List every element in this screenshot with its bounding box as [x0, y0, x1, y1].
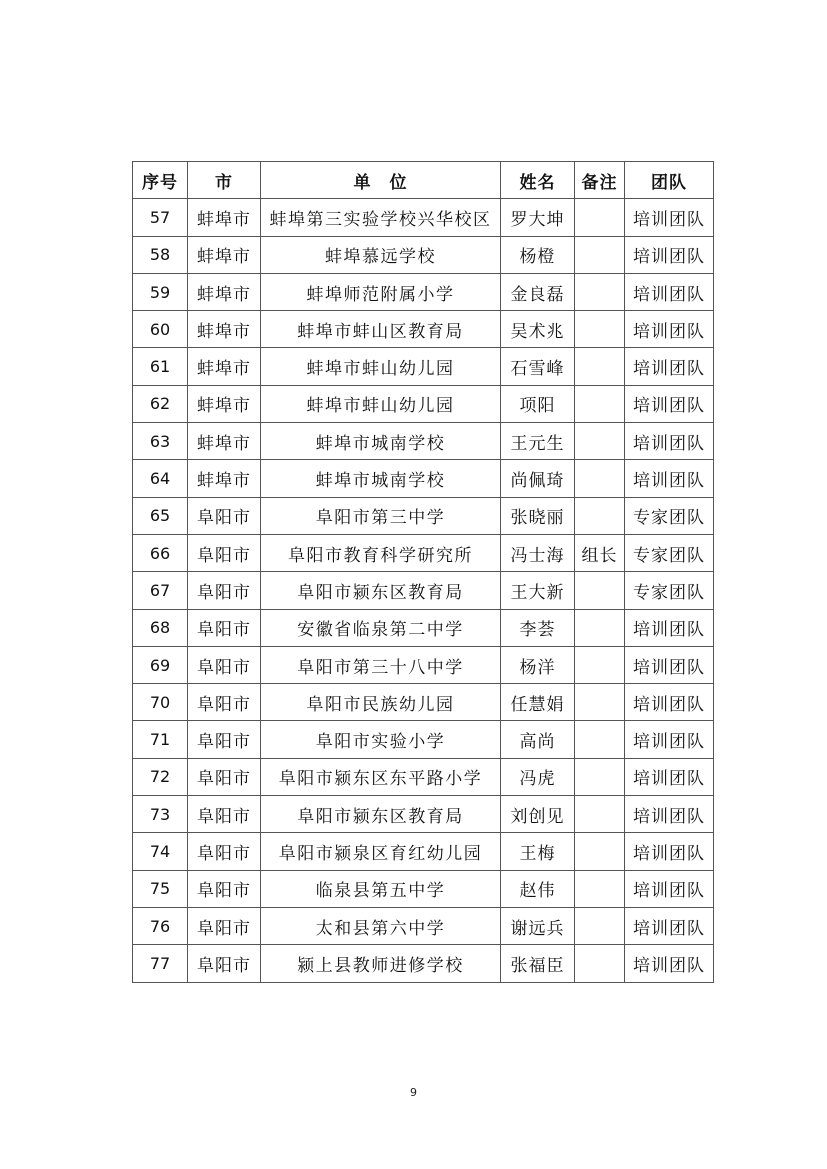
cell-unit: 蚌埠市蚌山幼儿园	[261, 348, 501, 385]
cell-seq: 76	[133, 907, 188, 944]
cell-unit: 蚌埠慕远学校	[261, 236, 501, 273]
header-unit: 单 位	[261, 162, 501, 199]
cell-seq: 67	[133, 572, 188, 609]
cell-name: 刘创见	[501, 796, 575, 833]
table-row	[133, 684, 714, 721]
cell-seq: 72	[133, 758, 188, 795]
cell-unit: 蚌埠市蚌山区教育局	[261, 311, 501, 348]
cell-unit: 阜阳市实验小学	[261, 721, 501, 758]
cell-remark	[575, 273, 625, 310]
cell-seq: 75	[133, 870, 188, 907]
table-row	[133, 833, 714, 870]
cell-city: 阜阳市	[188, 758, 261, 795]
cell-seq: 73	[133, 796, 188, 833]
cell-team: 培训团队	[625, 460, 714, 497]
header-team: 团队	[625, 162, 714, 199]
table-row	[133, 534, 714, 571]
cell-remark	[575, 199, 625, 236]
cell-remark	[575, 833, 625, 870]
cell-city: 蚌埠市	[188, 236, 261, 273]
cell-team: 培训团队	[625, 646, 714, 683]
cell-city: 蚌埠市	[188, 311, 261, 348]
cell-name: 赵伟	[501, 870, 575, 907]
cell-unit: 太和县第六中学	[261, 907, 501, 944]
cell-team: 培训团队	[625, 907, 714, 944]
cell-city: 阜阳市	[188, 796, 261, 833]
table-row	[133, 870, 714, 907]
cell-team: 培训团队	[625, 385, 714, 422]
cell-team: 培训团队	[625, 758, 714, 795]
table-row	[133, 199, 714, 236]
table-row	[133, 758, 714, 795]
roster-table	[132, 161, 714, 983]
cell-name: 项阳	[501, 385, 575, 422]
cell-remark	[575, 646, 625, 683]
cell-seq: 57	[133, 199, 188, 236]
cell-remark	[575, 945, 625, 982]
header-seq: 序号	[133, 162, 188, 199]
cell-city: 阜阳市	[188, 609, 261, 646]
table-row	[133, 907, 714, 944]
cell-remark	[575, 423, 625, 460]
cell-unit: 蚌埠市蚌山幼儿园	[261, 385, 501, 422]
cell-remark	[575, 311, 625, 348]
cell-unit: 阜阳市颍东区教育局	[261, 796, 501, 833]
cell-seq: 63	[133, 423, 188, 460]
cell-name: 王大新	[501, 572, 575, 609]
cell-city: 阜阳市	[188, 572, 261, 609]
table-row	[133, 796, 714, 833]
cell-name: 吴术兆	[501, 311, 575, 348]
cell-team: 培训团队	[625, 870, 714, 907]
cell-team: 培训团队	[625, 273, 714, 310]
table-row	[133, 646, 714, 683]
cell-unit: 临泉县第五中学	[261, 870, 501, 907]
cell-seq: 70	[133, 684, 188, 721]
cell-seq: 64	[133, 460, 188, 497]
cell-team: 培训团队	[625, 721, 714, 758]
header-city: 市	[188, 162, 261, 199]
cell-remark	[575, 236, 625, 273]
cell-seq: 69	[133, 646, 188, 683]
table-row	[133, 945, 714, 982]
table-row	[133, 385, 714, 422]
cell-seq: 66	[133, 534, 188, 571]
cell-seq: 60	[133, 311, 188, 348]
cell-name: 王元生	[501, 423, 575, 460]
cell-seq: 62	[133, 385, 188, 422]
table-row	[133, 460, 714, 497]
cell-seq: 61	[133, 348, 188, 385]
cell-unit: 蚌埠市城南学校	[261, 460, 501, 497]
cell-team: 专家团队	[625, 534, 714, 571]
cell-city: 蚌埠市	[188, 385, 261, 422]
cell-unit: 阜阳市第三十八中学	[261, 646, 501, 683]
cell-seq: 59	[133, 273, 188, 310]
cell-name: 杨橙	[501, 236, 575, 273]
header-row	[133, 162, 714, 199]
cell-name: 石雪峰	[501, 348, 575, 385]
table-header	[133, 162, 714, 199]
cell-team: 专家团队	[625, 572, 714, 609]
page-number: 9	[410, 1086, 417, 1099]
cell-city: 蚌埠市	[188, 423, 261, 460]
cell-city: 阜阳市	[188, 945, 261, 982]
table-row	[133, 497, 714, 534]
cell-name: 李荟	[501, 609, 575, 646]
table-row	[133, 348, 714, 385]
cell-unit: 颍上县教师进修学校	[261, 945, 501, 982]
cell-unit: 蚌埠第三实验学校兴华校区	[261, 199, 501, 236]
table-row	[133, 236, 714, 273]
cell-unit: 蚌埠师范附属小学	[261, 273, 501, 310]
cell-name: 任慧娟	[501, 684, 575, 721]
cell-remark	[575, 497, 625, 534]
cell-team: 培训团队	[625, 945, 714, 982]
cell-city: 蚌埠市	[188, 199, 261, 236]
cell-team: 培训团队	[625, 609, 714, 646]
cell-name: 冯士海	[501, 534, 575, 571]
cell-name: 杨洋	[501, 646, 575, 683]
cell-city: 蚌埠市	[188, 460, 261, 497]
cell-seq: 71	[133, 721, 188, 758]
cell-unit: 阜阳市第三中学	[261, 497, 501, 534]
cell-name: 罗大坤	[501, 199, 575, 236]
table-body	[133, 199, 714, 982]
cell-team: 培训团队	[625, 684, 714, 721]
header-name: 姓名	[501, 162, 575, 199]
cell-seq: 68	[133, 609, 188, 646]
cell-unit: 安徽省临泉第二中学	[261, 609, 501, 646]
table-row	[133, 609, 714, 646]
cell-team: 培训团队	[625, 348, 714, 385]
table-row	[133, 572, 714, 609]
cell-remark	[575, 385, 625, 422]
cell-remark	[575, 796, 625, 833]
cell-team: 培训团队	[625, 833, 714, 870]
cell-remark	[575, 348, 625, 385]
cell-unit: 阜阳市民族幼儿园	[261, 684, 501, 721]
table-row	[133, 273, 714, 310]
cell-city: 阜阳市	[188, 907, 261, 944]
cell-city: 阜阳市	[188, 684, 261, 721]
cell-seq: 77	[133, 945, 188, 982]
cell-name: 金良磊	[501, 273, 575, 310]
cell-unit: 阜阳市教育科学研究所	[261, 534, 501, 571]
cell-remark	[575, 684, 625, 721]
cell-city: 阜阳市	[188, 870, 261, 907]
cell-city: 蚌埠市	[188, 273, 261, 310]
cell-seq: 65	[133, 497, 188, 534]
cell-team: 培训团队	[625, 796, 714, 833]
cell-remark: 组长	[575, 534, 625, 571]
cell-team: 培训团队	[625, 236, 714, 273]
cell-seq: 58	[133, 236, 188, 273]
cell-name: 高尚	[501, 721, 575, 758]
cell-remark	[575, 609, 625, 646]
cell-name: 张晓丽	[501, 497, 575, 534]
header-remark: 备注	[575, 162, 625, 199]
cell-unit: 阜阳市颍东区东平路小学	[261, 758, 501, 795]
table-row	[133, 423, 714, 460]
cell-city: 阜阳市	[188, 833, 261, 870]
cell-unit: 阜阳市颍东区教育局	[261, 572, 501, 609]
cell-team: 培训团队	[625, 423, 714, 460]
cell-city: 阜阳市	[188, 534, 261, 571]
cell-seq: 74	[133, 833, 188, 870]
cell-unit: 阜阳市颍泉区育红幼儿园	[261, 833, 501, 870]
cell-remark	[575, 870, 625, 907]
cell-name: 冯虎	[501, 758, 575, 795]
cell-name: 谢远兵	[501, 907, 575, 944]
cell-team: 专家团队	[625, 497, 714, 534]
cell-remark	[575, 721, 625, 758]
cell-city: 阜阳市	[188, 497, 261, 534]
cell-team: 培训团队	[625, 199, 714, 236]
table-row	[133, 311, 714, 348]
cell-city: 蚌埠市	[188, 348, 261, 385]
cell-team: 培训团队	[625, 311, 714, 348]
cell-city: 阜阳市	[188, 646, 261, 683]
table-row	[133, 721, 714, 758]
cell-unit: 蚌埠市城南学校	[261, 423, 501, 460]
cell-city: 阜阳市	[188, 721, 261, 758]
cell-remark	[575, 907, 625, 944]
cell-name: 王梅	[501, 833, 575, 870]
cell-remark	[575, 572, 625, 609]
cell-name: 张福臣	[501, 945, 575, 982]
cell-name: 尚佩琦	[501, 460, 575, 497]
cell-remark	[575, 758, 625, 795]
cell-remark	[575, 460, 625, 497]
